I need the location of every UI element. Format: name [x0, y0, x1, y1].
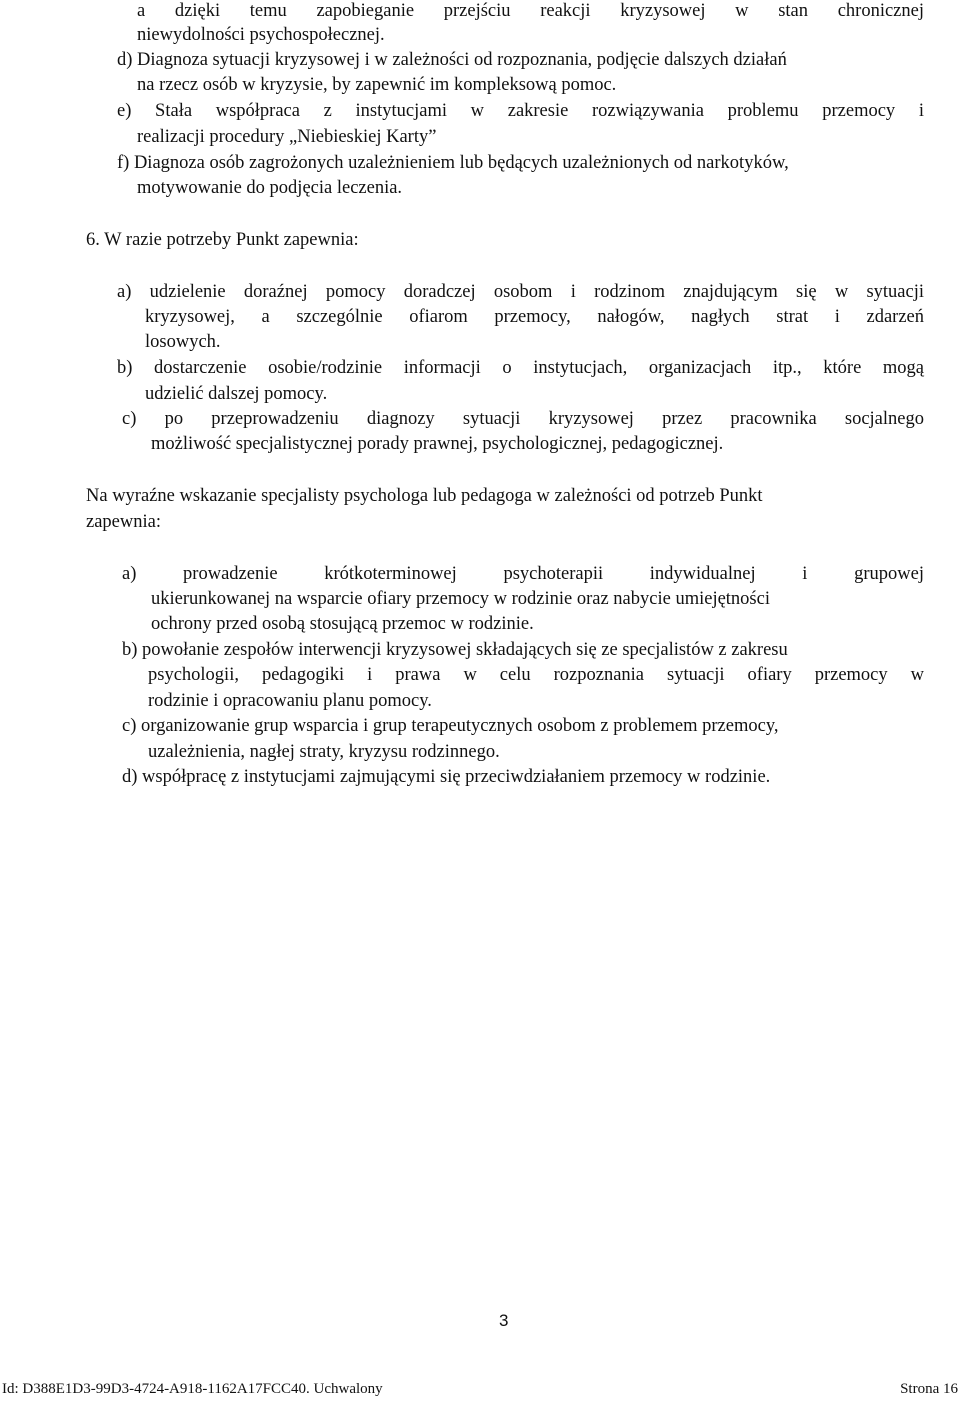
section-6-item-a-line2: kryzysowej, a szczególnie ofiarom przemocy, nałogów, nagłych strat i zdarzeń — [145, 307, 924, 327]
section-6-item-b-line1: b) dostarczenie osobie/rodzinie informacji o instytucjach, organizacjach itp., które mogą — [117, 358, 924, 378]
section-6-item-a-line1: a) udzielenie doraźnej pomocy doradczej osobom i rodzinom znajdującym się w sytuacji — [117, 282, 924, 302]
list-item-a-line1: a dzięki temu zapobieganie przejściu reakcji kryzysowej w stan chronicznej — [137, 1, 924, 21]
list-item-f-line1: f) Diagnoza osób zagrożonych uzależnieniem lub będących uzależnionych od narkotyków, — [117, 153, 789, 173]
specialist-item-a-line1: a) prowadzenie krótkoterminowej psychoterapii indywidualnej i grupowej — [122, 564, 924, 584]
specialist-item-b-line1: b) powołanie zespołów interwencji kryzysowej składających się ze specjalistów z zakresu — [122, 640, 788, 660]
page-number: 3 — [499, 1311, 509, 1330]
specialist-item-a-line3: ochrony przed osobą stosującą przemoc w rodzinie. — [151, 614, 534, 634]
footer-document-id: Id: D388E1D3-99D3-4724-A918-1162A17FCC40. Uchwalony — [2, 1381, 383, 1397]
list-item-d-line2: na rzecz osób w kryzysie, by zapewnić im kompleksową pomoc. — [137, 75, 617, 95]
footer-page-label: Strona 16 — [900, 1381, 958, 1397]
section-6-heading: 6. W razie potrzeby Punkt zapewnia: — [86, 230, 359, 250]
section-6-item-c-line2: możliwość specjalistycznej porady prawnej, psychologicznej, pedagogicznej. — [151, 434, 724, 454]
list-item-a-line2: niewydolności psychospołecznej. — [137, 25, 385, 45]
section-6-item-c-line1: c) po przeprowadzeniu diagnozy sytuacji kryzysowej przez pracownika socjalnego — [122, 409, 924, 429]
specialist-item-b-line3: rodzinie i opracowaniu planu pomocy. — [148, 691, 432, 711]
specialist-item-a-line2: ukierunkowanej na wsparcie ofiary przemocy w rodzinie oraz nabycie umiejętności — [151, 589, 770, 609]
specialist-intro-line2: zapewnia: — [86, 512, 161, 532]
list-item-e-line1: e) Stała współpraca z instytucjami w zakresie rozwiązywania problemu przemocy i — [117, 101, 924, 121]
specialist-item-c-line2: uzależnienia, nagłej straty, kryzysu rodzinnego. — [148, 742, 500, 762]
list-item-e-line2: realizacji procedury „Niebieskiej Karty” — [137, 127, 437, 147]
specialist-item-c-line1: c) organizowanie grup wsparcia i grup terapeutycznych osobom z problemem przemocy, — [122, 716, 779, 736]
section-6-item-b-line2: udzielić dalszej pomocy. — [145, 384, 328, 404]
specialist-item-d-line1: d) współpracę z instytucjami zajmującymi się przeciwdziałaniem przemocy w rodzinie. — [122, 767, 771, 787]
section-6-item-a-line3: losowych. — [145, 332, 221, 352]
specialist-intro-line1: Na wyraźne wskazanie specjalisty psychologa lub pedagoga w zależności od potrzeb Punkt — [86, 486, 763, 506]
list-item-f-line2: motywowanie do podjęcia leczenia. — [137, 178, 403, 198]
specialist-item-b-line2: psychologii, pedagogiki i prawa w celu rozpoznania sytuacji ofiary przemocy w — [148, 665, 924, 685]
list-item-d-line1: d) Diagnoza sytuacji kryzysowej i w zależności od rozpoznania, podjęcie dalszych działań — [117, 50, 787, 70]
